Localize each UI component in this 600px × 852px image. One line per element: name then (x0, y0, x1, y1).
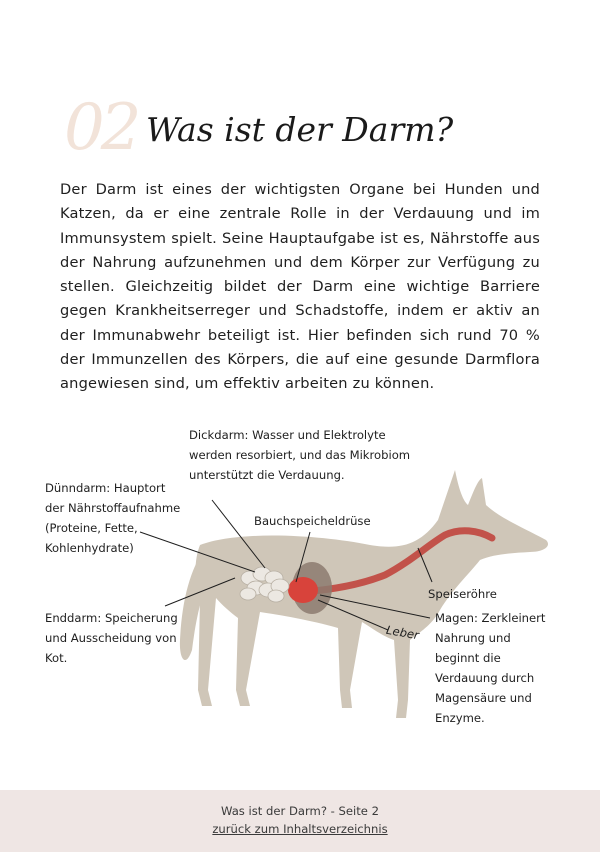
label-duenndarm: Dünndarm: Hauptort der Nährstoffaufnahme (Proteine, Fette, Kohlenhydrate) (45, 481, 181, 555)
label-leber: Leber (385, 622, 420, 643)
section-number: 02 (64, 91, 138, 165)
label-dickdarm: Dickdarm: Wasser und Elektrolyte werden resorbiert, und das Mikrobiom unterstützt die Verdauung. (189, 428, 411, 482)
page-title: Was ist der Darm? (146, 110, 454, 149)
label-speiseroehre: Speiseröhre (428, 587, 497, 601)
label-enddarm: Enddarm: Speicherung und Ausscheidung von Kot. (45, 611, 178, 665)
label-bauchspeicheldruese: Bauchspeicheldrüse (254, 514, 371, 528)
footer (0, 790, 600, 852)
label-magen: Magen: Zerkleinert Nahrung und beginnt die Verdauung durch Magensäure und Enzyme. (435, 611, 546, 725)
footer-page-label: Was ist der Darm? - Seite 2 (220, 804, 380, 818)
toc-link[interactable]: zurück zum Inhaltsverzeichnis (212, 822, 388, 836)
intro-paragraph: Der Darm ist eines der wichtigsten Organe bei Hunden und Katzen, da er eine zentrale Rolle in der Verdauung und im Immunsystem spielt. Seine Hauptaufgabe ist es, Nährstoffe aus der Nahrung aufzunehmen und dem Körper zur Verfügung zu stellen. Gleichzeitig bildet der Darm eine wichtige Barriere gegen Krankheitserreger und Schadstoffe, indem er aktiv an der Immunabwehr beteiligt ist. Hier befinden sich rund 70 % der Immunzellen des Körpers, die auf eine gesunde Darmflora angewiesen sind, um effektiv arbeiten zu können. (60, 181, 540, 393)
stomach-shape (288, 577, 318, 603)
